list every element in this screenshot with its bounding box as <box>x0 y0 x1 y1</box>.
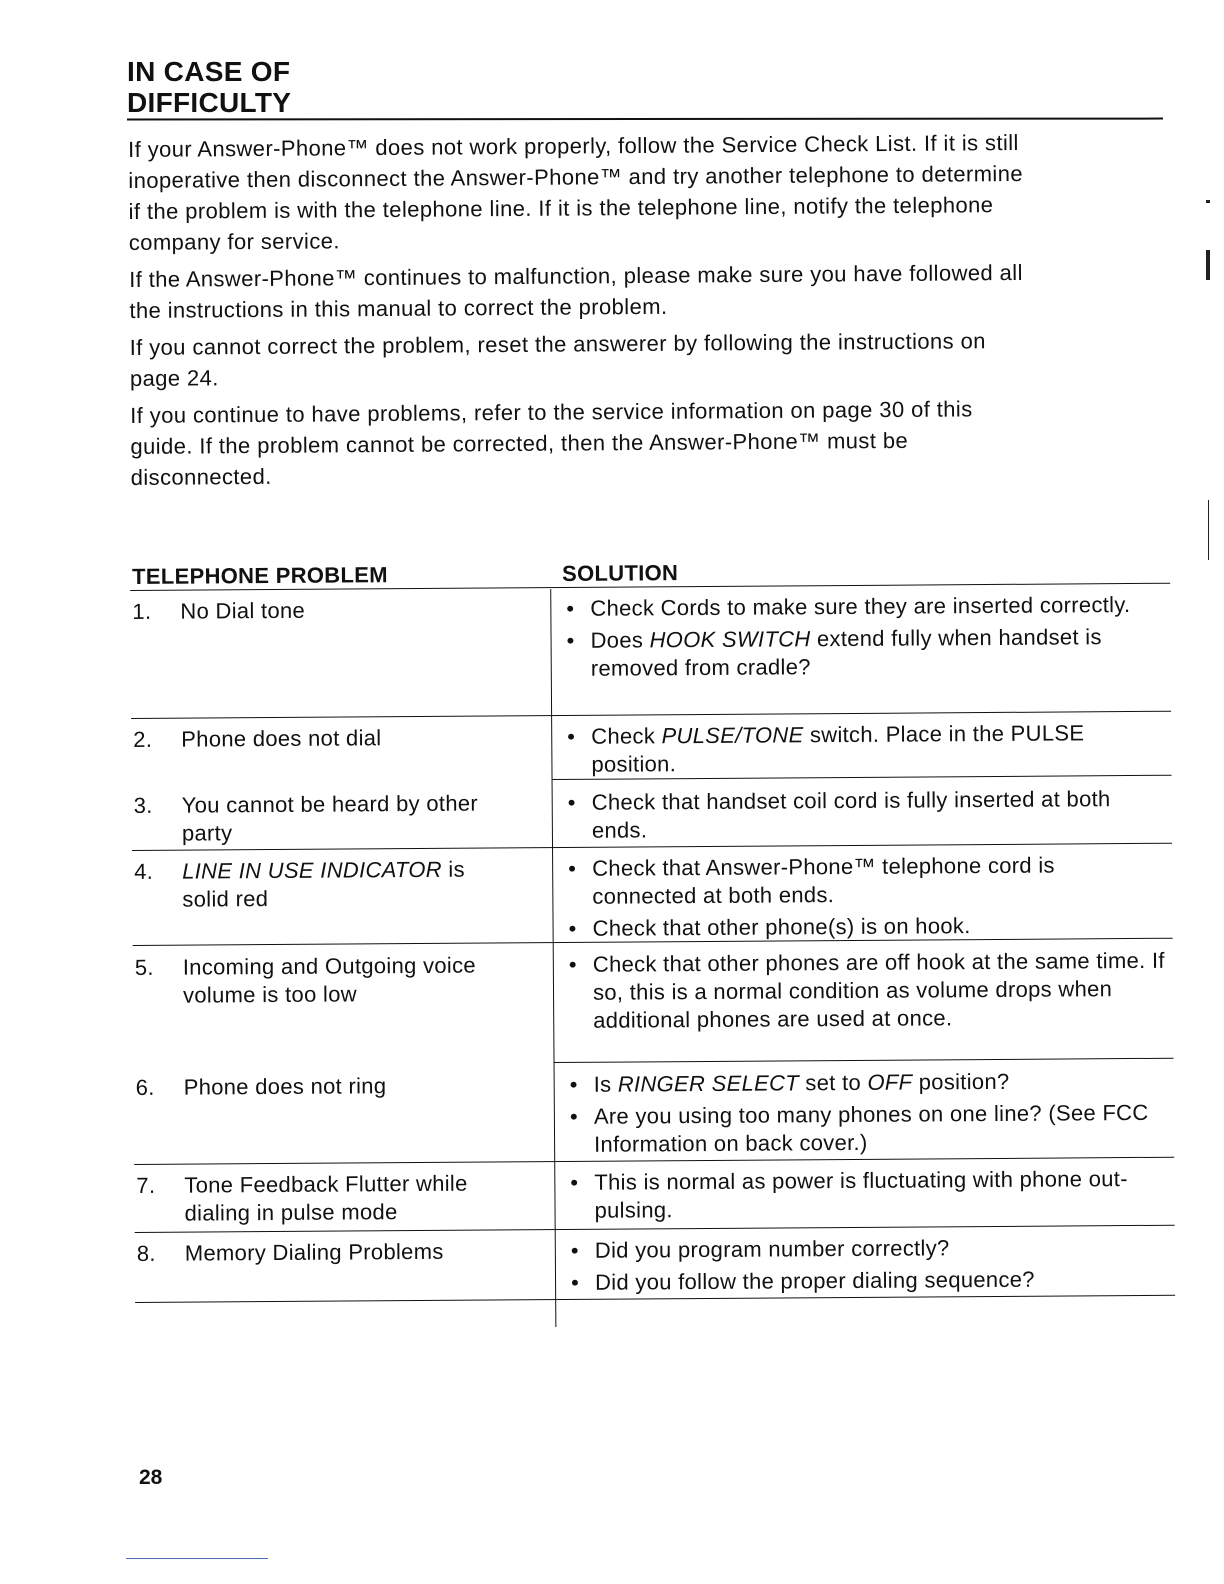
scan-mark <box>1208 500 1209 560</box>
section-heading <box>127 56 1161 118</box>
intro-line: If you continue to have problems, refer to the service information on page 30 of this <box>130 396 973 428</box>
scan-mark <box>1206 200 1210 203</box>
solution-text: Check that Answer-Phone™ telephone cord is connected at both ends. <box>592 852 1055 909</box>
control-name: PULSE/TONE <box>661 722 804 749</box>
page-number: 28 <box>139 1466 163 1489</box>
row-number: 7. <box>136 1172 156 1198</box>
row-number: 6. <box>135 1074 155 1100</box>
solution-text: Did you follow the proper dialing sequence? <box>594 1266 1035 1295</box>
solution-text: position? <box>912 1068 1010 1095</box>
solution-row-8 <box>567 1233 1167 1301</box>
solution-row-4 <box>564 851 1165 947</box>
row-number: 1. <box>132 598 152 624</box>
solution-text: Check Cords to make sure they are inserted correctly. <box>590 592 1131 621</box>
setting-name: OFF <box>867 1069 913 1095</box>
problem-line: volume is too low <box>182 981 357 1008</box>
problem-line: No Dial tone <box>180 597 306 624</box>
solution-text: Check that handset coil cord is fully inserted at both ends. <box>591 786 1111 843</box>
bullet-dot: • <box>567 789 576 815</box>
bullet-dot: • <box>568 951 577 977</box>
troubleshooting-table <box>130 553 1181 1310</box>
bullet-dot: • <box>567 723 576 749</box>
row-number: 5. <box>134 954 154 980</box>
row-divider <box>131 711 1171 719</box>
heading-line-1: IN CASE OF <box>127 56 291 87</box>
heading-rule <box>127 118 1163 121</box>
row-divider <box>554 1058 1174 1063</box>
problem-text <box>182 789 542 848</box>
solution-bullet <box>563 719 1163 779</box>
solution-text: Check <box>591 723 662 749</box>
problem-line: You cannot be heard by other <box>181 790 479 818</box>
solution-text: switch. Place in the PULSE position. <box>591 720 1085 777</box>
solution-row-5 <box>565 947 1166 1039</box>
problem-text <box>184 1071 544 1102</box>
intro-line: page 24. <box>129 365 219 391</box>
indicator-name: LINE IN USE INDICATOR <box>182 856 443 884</box>
solution-row-6 <box>566 1067 1167 1163</box>
problem-line: Incoming and Outgoing voice <box>182 952 476 980</box>
intro-line: If the Answer-Phone™ continues to malfunction, please make sure you have followed all <box>129 259 1023 292</box>
solution-text: Did you program number correctly? <box>594 1235 950 1263</box>
problem-line: Phone does not dial <box>181 725 382 752</box>
problem-row-2 <box>133 723 533 752</box>
solution-bullet <box>564 785 1164 845</box>
problem-text <box>183 951 543 1010</box>
problem-line: party <box>181 820 233 846</box>
solution-row-1 <box>562 591 1163 687</box>
control-name: HOOK SWITCH <box>649 626 811 653</box>
problem-text <box>182 855 542 914</box>
bullet-dot: • <box>568 915 577 941</box>
solution-row-3 <box>564 785 1164 849</box>
problem-row-6 <box>135 1071 536 1100</box>
solution-bullet <box>564 851 1164 911</box>
intro-line: if the problem is with the telephone line. If it is the telephone line, notify the telephone <box>128 192 994 224</box>
intro-paragraph-2 <box>129 256 1159 326</box>
solution-text: Are you using too many phones on one line? (See FCC Information on back cover.) <box>593 1099 1149 1157</box>
solution-text: extend fully when handset is removed from cradle? <box>590 624 1102 681</box>
problem-row-3 <box>133 789 534 846</box>
bullet-dot: • <box>570 1169 579 1195</box>
intro-paragraph-1 <box>128 126 1159 258</box>
intro-line: guide. If the problem cannot be corrected, then the Answer-Phone™ must be <box>130 427 909 459</box>
solution-bullet <box>562 623 1162 683</box>
column-header-solution: SOLUTION <box>562 560 679 586</box>
row-number: 8. <box>136 1240 156 1266</box>
solution-bullet <box>566 1067 1166 1099</box>
bullet-dot: • <box>566 595 575 621</box>
intro-line: the instructions in this manual to correct the problem. <box>129 293 668 323</box>
intro-line: inoperative then disconnect the Answer-Phone™ and try another telephone to determine <box>128 160 1024 193</box>
intro-line: If you cannot correct the problem, reset the answerer by following the instructions on <box>129 328 986 360</box>
problem-row-1 <box>132 595 532 624</box>
problem-row-7 <box>136 1169 536 1226</box>
column-divider <box>550 589 556 1327</box>
problem-text <box>185 1237 545 1268</box>
solution-row-2 <box>563 719 1163 783</box>
bullet-dot: • <box>566 627 575 653</box>
control-name: RINGER SELECT <box>617 1070 800 1097</box>
intro-paragraph-3 <box>130 324 1160 394</box>
intro-paragraph-4 <box>130 392 1161 493</box>
intro-line: company for service. <box>128 228 340 255</box>
bullet-dot: • <box>570 1269 580 1295</box>
solution-text: Check that other phones are off hook at the same time. If so, this is a normal condition as volume drops when additional phones are used at once. <box>592 947 1165 1033</box>
solution-bullet <box>562 591 1162 623</box>
problem-line: solid red <box>182 886 269 912</box>
bullet-dot: • <box>570 1237 579 1263</box>
solution-bullet <box>564 911 1164 943</box>
solution-bullet <box>567 1265 1167 1297</box>
heading-line-2: DIFFICULTY <box>127 87 292 118</box>
problem-line: dialing in pulse mode <box>184 1199 398 1226</box>
bullet-dot: • <box>569 1103 578 1129</box>
problem-line: Phone does not ring <box>183 1073 387 1100</box>
solution-text: Check that other phone(s) is on hook. <box>592 913 971 941</box>
problem-line-rest: is <box>441 856 465 882</box>
solution-text: Does <box>590 627 650 653</box>
problem-line: Memory Dialing Problems <box>184 1238 444 1266</box>
footer-rule <box>126 1558 268 1559</box>
problem-text <box>180 595 540 626</box>
column-header-problem: TELEPHONE PROBLEM <box>132 562 388 589</box>
row-number: 2. <box>133 726 153 752</box>
solution-text: set to <box>798 1069 868 1096</box>
bullet-dot: • <box>569 1071 578 1097</box>
intro-line: disconnected. <box>130 463 272 490</box>
row-number: 3. <box>133 792 153 818</box>
solution-bullet <box>566 1099 1166 1159</box>
scan-edge-marks <box>1200 120 1216 560</box>
problem-text <box>184 1169 544 1228</box>
bullet-dot: • <box>568 855 577 881</box>
intro-line: If your Answer-Phone™ does not work properly, follow the Service Check List. If it is still <box>128 130 1019 162</box>
solution-text: Is <box>593 1071 618 1097</box>
problem-row-8 <box>136 1237 537 1266</box>
solution-text: This is normal as power is fluctuating with phone out-pulsing. <box>594 1166 1128 1223</box>
problem-row-4 <box>134 855 534 912</box>
solution-row-7 <box>566 1165 1166 1229</box>
solution-bullet <box>567 1233 1167 1265</box>
problem-text <box>181 723 541 754</box>
problem-line: Tone Feedback Flutter while <box>184 1170 468 1198</box>
scan-mark <box>1206 250 1210 280</box>
problem-line <box>182 855 542 886</box>
problem-row-5 <box>134 951 535 1008</box>
intro-text <box>128 126 1161 499</box>
row-number: 4. <box>134 858 154 884</box>
solution-bullet <box>565 947 1166 1035</box>
solution-bullet <box>566 1165 1166 1225</box>
